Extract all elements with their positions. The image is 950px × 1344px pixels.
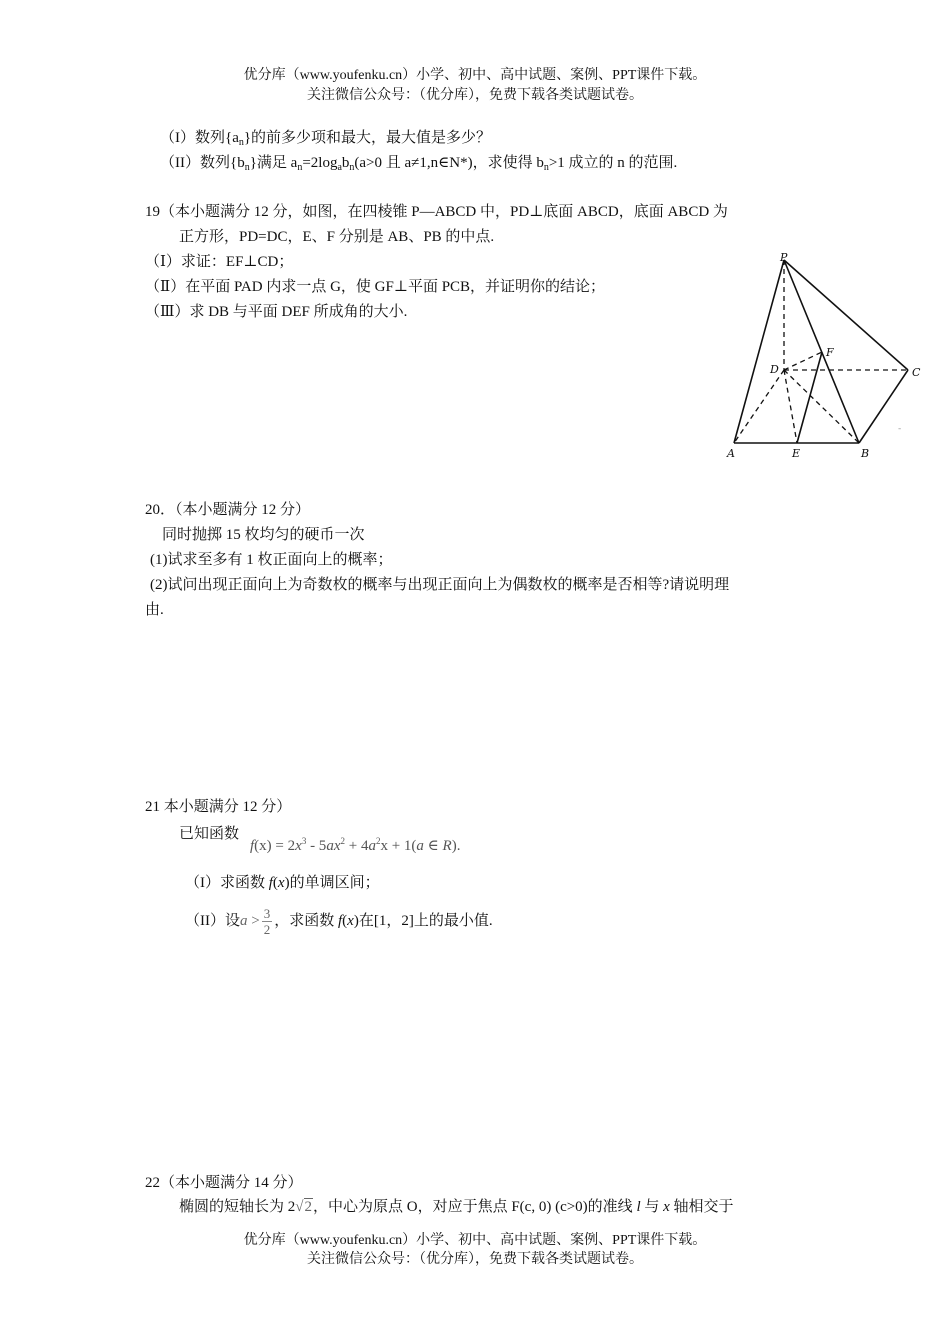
q19-part-1: （Ⅰ）求证：EF⊥CD； bbox=[145, 254, 294, 270]
q20-part-1: (1)试求至多有 1 枚正面向上的概率； bbox=[150, 552, 393, 568]
edge-pa bbox=[734, 260, 784, 443]
q20-part-2-continued: 由. bbox=[145, 602, 164, 618]
header-line-1: 优分库（www.youfenku.cn）小学、初中、高中试题、案例、PPT课件下载。 bbox=[243, 68, 707, 83]
label-a: A bbox=[727, 447, 735, 460]
segment-de-hidden bbox=[784, 370, 797, 443]
stray-mark: - bbox=[898, 424, 902, 434]
q19-statement-line-2: 正方形，PD=DC，E、F 分别是 AB、PB 的中点. bbox=[179, 229, 495, 245]
q18-part-2: （II）数列$\{b_n\}$满足 $a_n=2\log_ab_n(a>0$ 且 a≠1,n∈N*)，求使得 $b_n>1$ 成立的 n 的范围. bbox=[160, 155, 678, 173]
q21-part-2: （II）设a > $\frac{3}{2}$ ，求函数 f(x)在[1，2]上的最小值. bbox=[185, 906, 493, 938]
q19-statement-line-1: 19（本小题满分 12 分，如图，在四棱锥 P—ABCD 中，PD⊥底面 ABCD，底面 ABCD 为 bbox=[145, 204, 728, 220]
sqrt-two: √2 bbox=[295, 1199, 312, 1215]
footer-line-1: 优分库（www.youfenku.cn）小学、初中、高中试题、案例、PPT课件下载。 bbox=[243, 1233, 707, 1248]
q20-part-2: (2)试问出现正面向上为奇数枚的概率与出现正面向上为偶数枚的概率是否相等?请说明理 bbox=[150, 577, 730, 593]
fraction-three-halves: $\frac{3}{2}$ bbox=[263, 906, 271, 938]
segment-ef bbox=[797, 352, 822, 443]
label-d: D bbox=[770, 363, 779, 376]
label-p: P bbox=[780, 251, 788, 264]
label-f: F bbox=[826, 346, 834, 359]
q21-part-1: （I）求函数 f(x)的单调区间； bbox=[185, 875, 380, 891]
q18-part-1: （I）数列$\{a_n\}$的前多少项和最大，最大值是多少？ bbox=[160, 130, 492, 148]
edge-pb bbox=[784, 260, 859, 443]
label-c: C bbox=[912, 366, 921, 379]
label-e: E bbox=[792, 447, 801, 460]
footer-line-2: 关注微信公众号：（优分库），免费下载各类试题试卷。 bbox=[307, 1252, 643, 1267]
q21-function-formula: $f(x) = 2x^3 - 5ax^2 + 4a^2x + 1(a$ ∈ R). bbox=[250, 836, 461, 854]
q20-intro: 同时抛掷 15 枚均匀的硬币一次 bbox=[162, 527, 365, 543]
label-b: B bbox=[861, 447, 870, 460]
q21-title: 21 本小题满分 12 分） bbox=[145, 799, 292, 815]
pyramid-figure bbox=[722, 248, 927, 463]
q20-title: 20．（本小题满分 12 分） bbox=[145, 502, 311, 518]
edge-pc bbox=[784, 260, 908, 370]
q21-known: 已知函数 bbox=[179, 826, 240, 842]
segment-df-hidden bbox=[784, 352, 822, 370]
q22-statement-line-1: 椭圆的短轴长为 2√2，中心为原点 O，对应于焦点 F(c, 0) (c>0)的准线 l 与 x 轴相交于 bbox=[179, 1199, 734, 1215]
q19-part-3: （Ⅲ）求 DB 与平面 DEF 所成角的大小. bbox=[145, 304, 408, 320]
header-line-2: 关注微信公众号：（优分库），免费下载各类试题试卷。 bbox=[307, 88, 643, 103]
q19-part-2: （Ⅱ）在平面 PAD 内求一点 G，使 GF⊥平面 PCB，并证明你的结论； bbox=[145, 279, 606, 295]
q22-title: 22（本小题满分 14 分） bbox=[145, 1175, 303, 1191]
edge-da-hidden bbox=[734, 370, 784, 443]
